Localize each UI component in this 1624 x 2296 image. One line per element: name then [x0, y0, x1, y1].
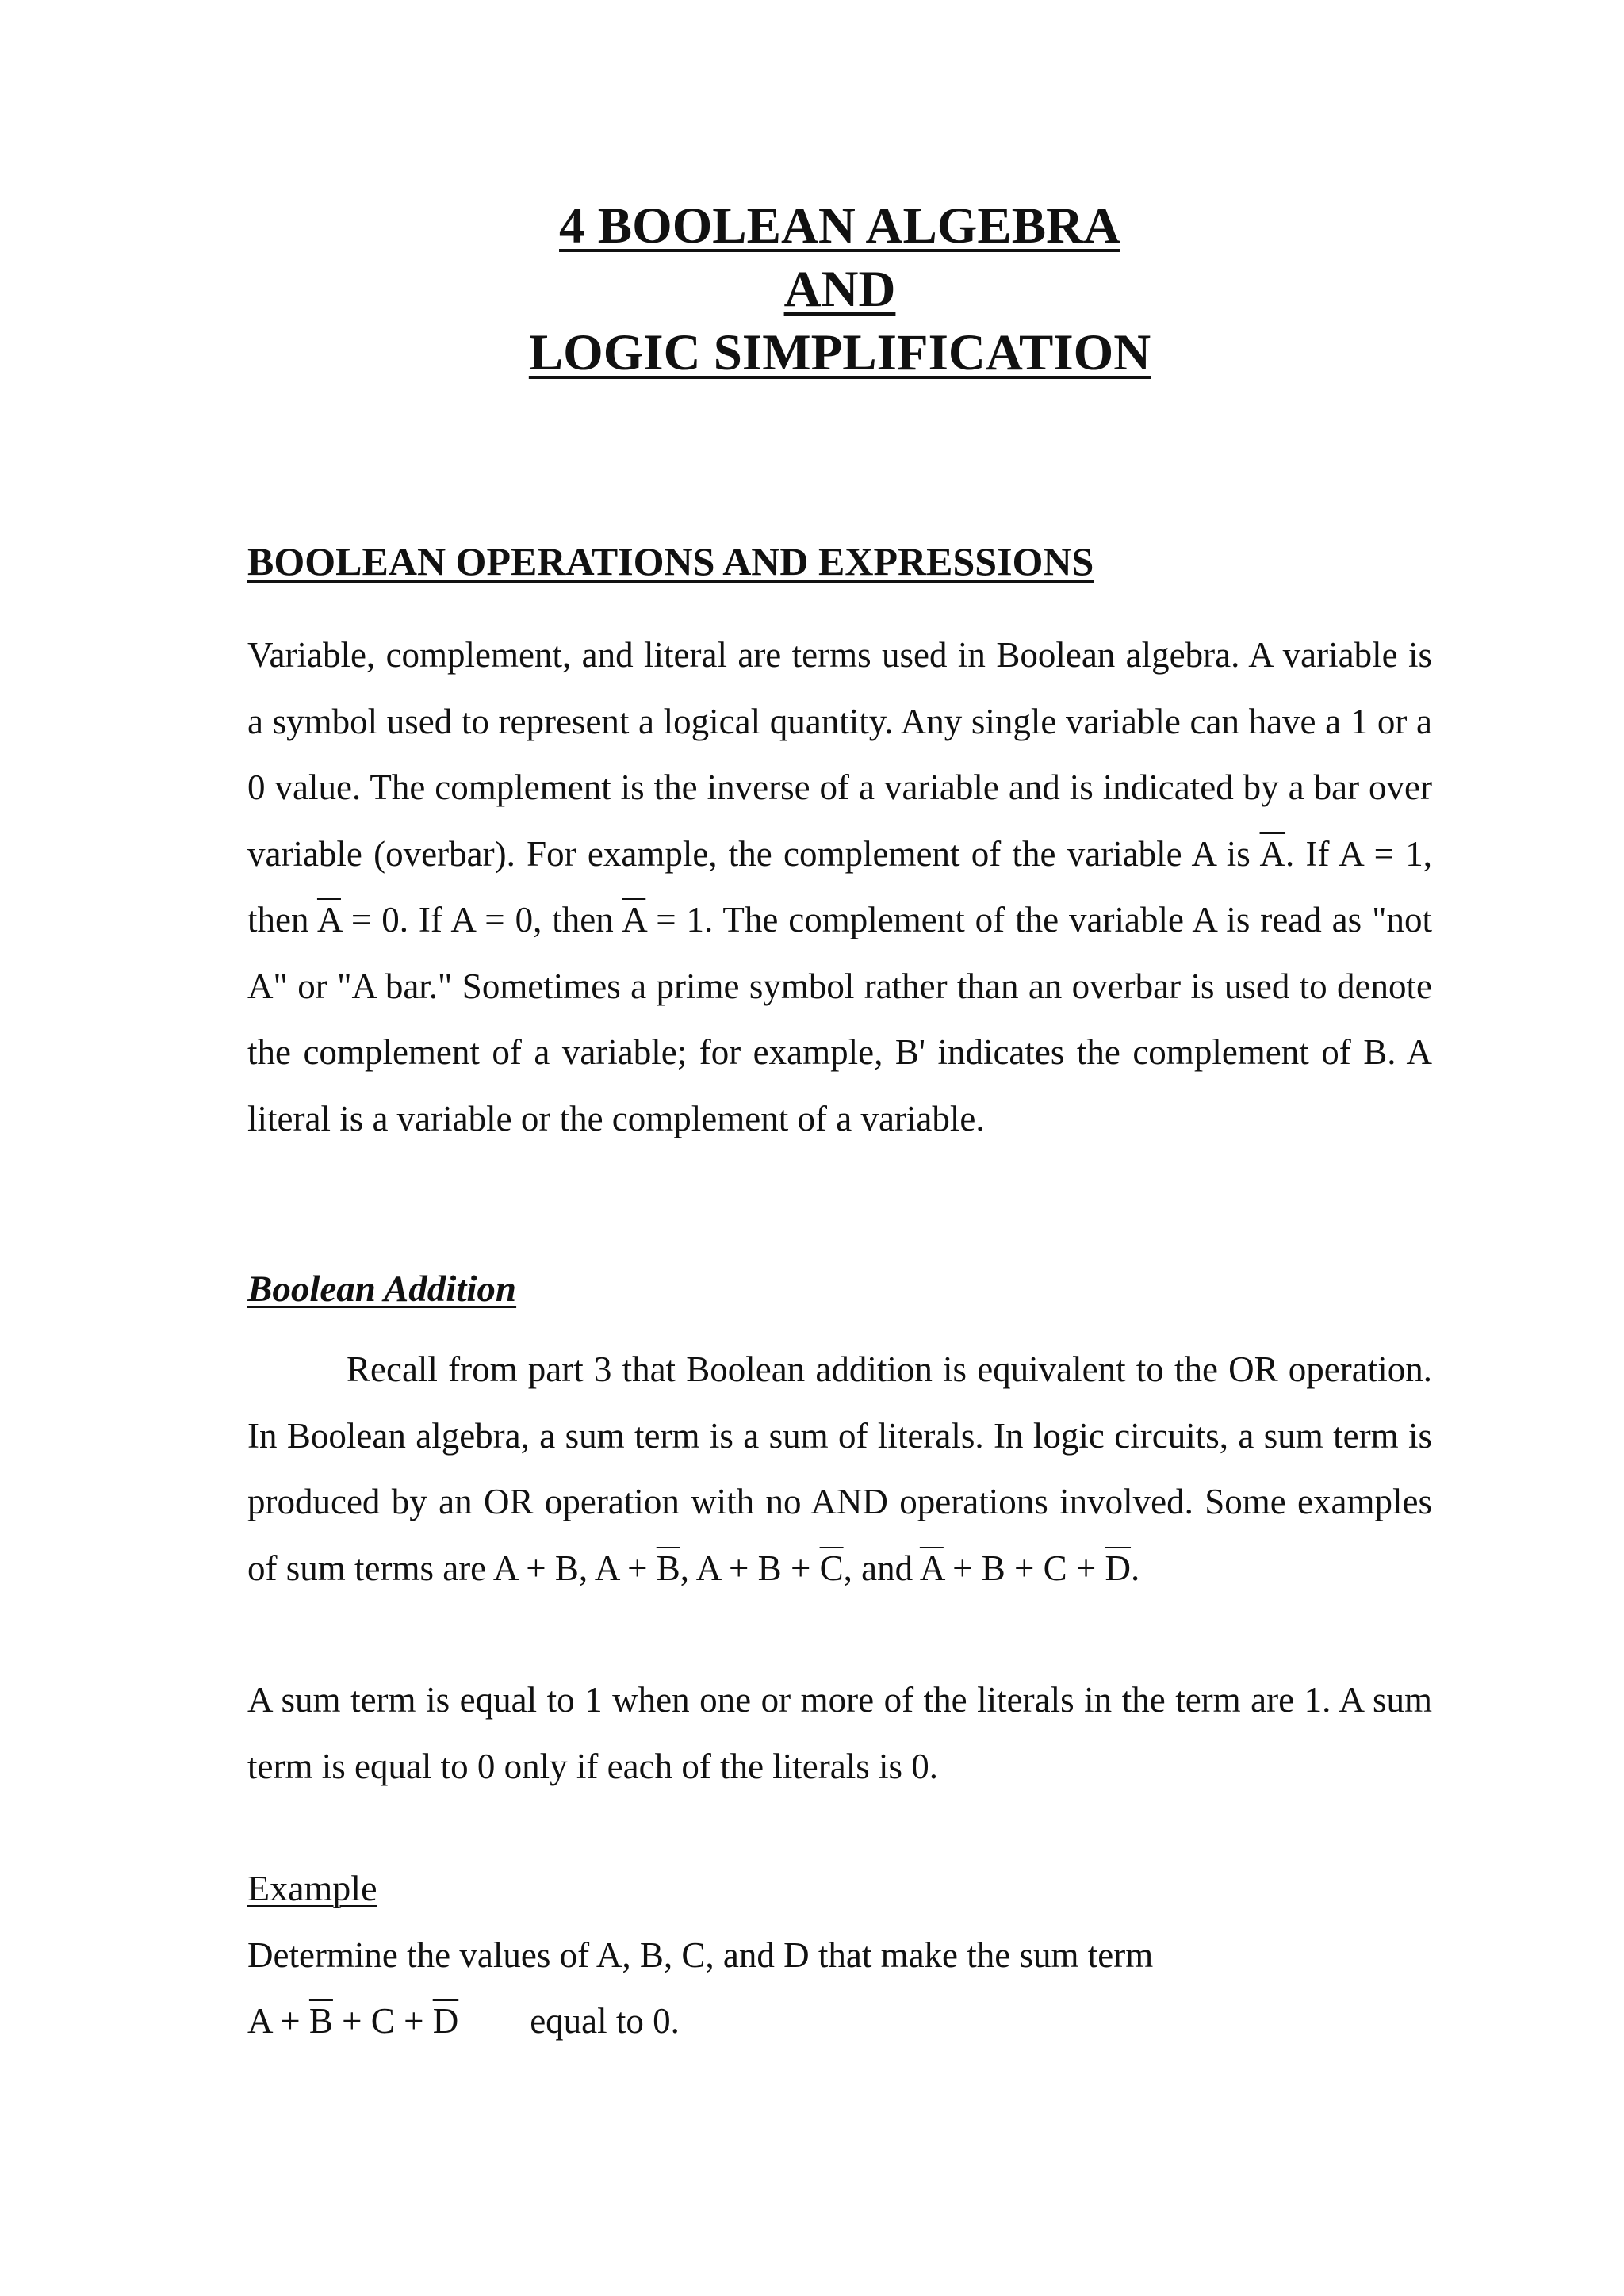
complement-b-overbar: $\overline{B}$: [308, 2001, 333, 2041]
addition-paragraph: Recall from part 3 that Boolean addition is equivalent to the OR operation. In Boolean algebra, a sum term is a sum of literals. In logic circuits, a sum term is produced by an OR operation with no AND operations involved. Some examples of sum terms are A + B, $A + \overline{B}$, $A + B + \overline{C}$, and $\overline{A} + B + C + \overline{D}$.: [247, 1349, 1432, 1588]
example-question: Determine the values of A, B, C, and D that make the sum term: [247, 1935, 1154, 1975]
intro-paragraph: Variable, complement, and literal are terms used in Boolean algebra. A variable is a symbol used to represent a logical quantity. Any single variable can have a 1 or a 0 value. The complement is the inverse of a variable and is indicated by a bar over variable (overbar). For example, the complement of the variable A is $\overline{A}$. If A = 1, then $\overline{A} = 0$. If A = 0, then $\overline{A} = 1$. The complement of the variable A is read as "not A" or "A bar." Sometimes a prime symbol rather than an overbar is used to denote the complement of a variable; for example, B' indicates the complement of B. A literal is a variable or the complement of a variable.: [247, 635, 1432, 1138]
complement-c-overbar: $\overline{C}$: [819, 1548, 844, 1588]
boolean-addition-heading: Boolean Addition: [247, 1269, 517, 1310]
chapter-title-line-3: LOGIC SIMPLIFICATION: [528, 324, 1151, 381]
example-label: Example: [247, 1868, 377, 1908]
complement-a-overbar: $\overline{A}$: [919, 1548, 944, 1588]
complement-b-overbar: $\overline{B}$: [656, 1548, 680, 1588]
chapter-title-line-1: 4 BOOLEAN ALGEBRA: [559, 197, 1120, 254]
complement-a-overbar: $\overline{A}$: [316, 900, 341, 939]
chapter-title-line-2: AND: [783, 261, 896, 318]
example-expression-tail: equal to 0.: [530, 2001, 680, 2041]
complement-a-overbar: $\overline{A}$: [622, 900, 646, 939]
section-heading: BOOLEAN OPERATIONS AND EXPRESSIONS: [247, 539, 1094, 584]
complement-d-overbar: $\overline{D}$: [432, 2001, 459, 2041]
complement-d-overbar: $\overline{D}$: [1105, 1548, 1132, 1588]
complement-a-overbar: $\overline{A}$: [1259, 833, 1286, 874]
sum-term-paragraph: A sum term is equal to 1 when one or more of the literals in the term are 1. A sum term is equal to 0 only if each of the literals is 0.: [247, 1680, 1432, 1786]
example-expression: $A + \overline{B} + C + \overline{D}$ equal to 0.: [247, 1997, 680, 2045]
chapter-title: [247, 194, 1432, 385]
